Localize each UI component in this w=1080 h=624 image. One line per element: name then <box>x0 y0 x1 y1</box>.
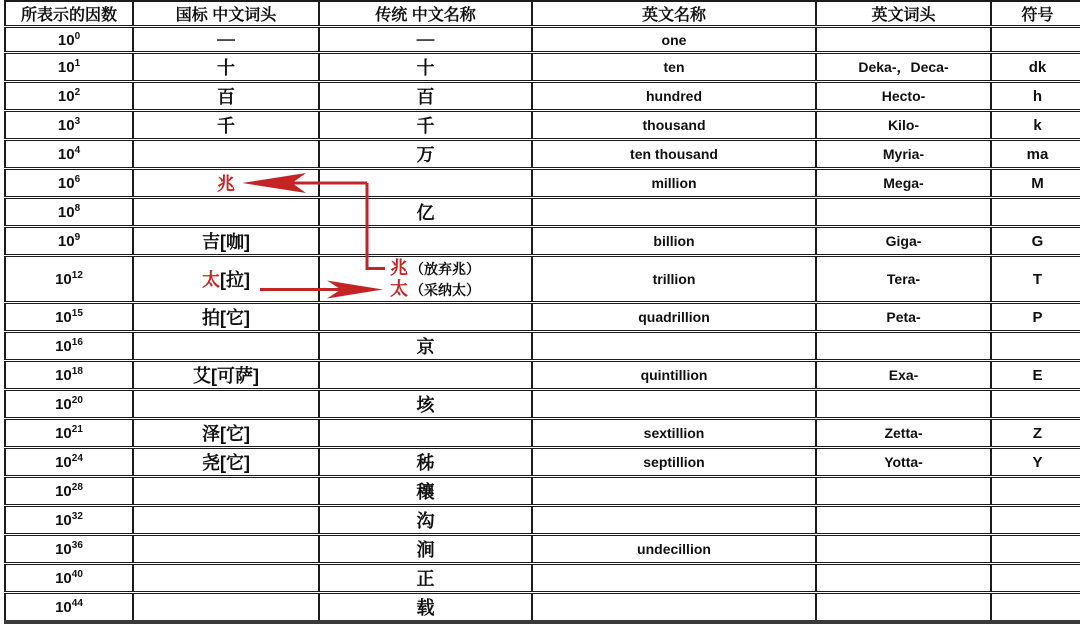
english-name-cell <box>532 564 816 593</box>
column-header-english-prefix: 英文词头 <box>816 1 991 27</box>
table-body <box>5 27 1080 623</box>
factor-base: 10 <box>57 204 75 221</box>
factor-exponent: 40 <box>71 569 83 580</box>
factor-cell <box>5 593 133 623</box>
gb-prefix-cell: 百 <box>133 82 319 111</box>
factor-cell <box>5 477 133 506</box>
traditional-cell: 垓 <box>319 390 532 419</box>
traditional-cell <box>319 256 532 303</box>
factor-exponent: 28 <box>71 482 83 493</box>
english-name-cell: trillion <box>532 256 816 303</box>
factor-exponent: 16 <box>71 337 83 348</box>
english-name-cell <box>532 593 816 623</box>
factor-cell <box>5 332 133 361</box>
table-row <box>5 535 1080 564</box>
gb-prefix-cell <box>133 332 319 361</box>
table-row <box>5 564 1080 593</box>
traditional-cell <box>319 169 532 198</box>
symbol-cell <box>991 332 1080 361</box>
factor-cell <box>5 303 133 332</box>
english-prefix-cell <box>816 564 991 593</box>
traditional-cell: 沟 <box>319 506 532 535</box>
english-prefix-cell <box>816 477 991 506</box>
gb-rest: [拉] <box>220 270 250 290</box>
english-prefix-cell <box>816 390 991 419</box>
table-row <box>5 227 1080 256</box>
symbol-cell: T <box>991 256 1080 303</box>
factor-cell <box>5 361 133 390</box>
english-prefix-cell: Peta- <box>816 303 991 332</box>
gb-prefix-cell: 泽[它] <box>133 419 319 448</box>
gb-prefix-cell: 千 <box>133 111 319 140</box>
factor-base: 10 <box>57 59 75 76</box>
symbol-cell <box>991 535 1080 564</box>
factor-exponent: 32 <box>71 511 83 522</box>
factor-base: 10 <box>55 367 72 384</box>
gb-prefix-cell <box>133 256 319 303</box>
gb-prefix-cell: 尧[它] <box>133 448 319 477</box>
english-prefix-cell <box>816 593 991 623</box>
factor-exponent: 18 <box>71 366 83 377</box>
factor-exponent: 20 <box>71 395 83 406</box>
table-row <box>5 419 1080 448</box>
gb-prefix-cell: — <box>133 27 319 53</box>
english-name-cell <box>532 477 816 506</box>
symbol-cell <box>991 593 1080 623</box>
factor-base: 10 <box>55 512 72 529</box>
english-name-cell: billion <box>532 227 816 256</box>
english-name-cell <box>532 390 816 419</box>
english-name-cell: ten <box>532 53 816 82</box>
traditional-cell: 穰 <box>319 477 532 506</box>
factor-exponent: 24 <box>71 453 83 464</box>
column-header-english-name: 英文名称 <box>532 1 816 27</box>
symbol-cell: P <box>991 303 1080 332</box>
english-name-cell: hundred <box>532 82 816 111</box>
header-row <box>5 1 1080 27</box>
factor-base: 10 <box>55 396 72 413</box>
traditional-cell: 涧 <box>319 535 532 564</box>
gb-prefix-cell <box>133 390 319 419</box>
traditional-cell: 正 <box>319 564 532 593</box>
factor-base: 10 <box>57 233 75 250</box>
factor-cell <box>5 227 133 256</box>
factor-base: 10 <box>55 541 72 558</box>
traditional-cell: 京 <box>319 332 532 361</box>
english-name-cell: undecillion <box>532 535 816 564</box>
factor-cell <box>5 198 133 227</box>
english-name-cell: quadrillion <box>532 303 816 332</box>
traditional-cell: 百 <box>319 82 532 111</box>
symbol-cell: Z <box>991 419 1080 448</box>
symbol-cell <box>991 27 1080 53</box>
column-header-factor: 所表示的因数 <box>5 1 133 27</box>
table-row <box>5 390 1080 419</box>
table-row <box>5 332 1080 361</box>
factor-base: 10 <box>55 338 72 355</box>
english-name-cell: sextillion <box>532 419 816 448</box>
factor-exponent: 1 <box>74 58 81 69</box>
table-row <box>5 477 1080 506</box>
gb-prefix-cell <box>133 477 319 506</box>
table-row <box>5 82 1080 111</box>
symbol-cell <box>991 198 1080 227</box>
gb-prefix-cell: 十 <box>133 53 319 82</box>
symbol-cell <box>991 390 1080 419</box>
factor-cell <box>5 111 133 140</box>
table-row <box>5 448 1080 477</box>
factor-base: 10 <box>55 570 72 587</box>
english-name-cell: quintillion <box>532 361 816 390</box>
table-row <box>5 140 1080 169</box>
factor-base: 10 <box>57 146 75 163</box>
english-name-cell: septillion <box>532 448 816 477</box>
factor-exponent: 36 <box>71 540 83 551</box>
symbol-cell: G <box>991 227 1080 256</box>
factor-cell <box>5 82 133 111</box>
column-header-gb-prefix: 国标 中文词头 <box>133 1 319 27</box>
traditional-cell: 千 <box>319 111 532 140</box>
english-name-cell <box>532 506 816 535</box>
english-prefix-cell: Kilo- <box>816 111 991 140</box>
factor-cell <box>5 506 133 535</box>
red-annotation-block <box>320 258 531 300</box>
symbol-cell: E <box>991 361 1080 390</box>
gb-prefix-cell <box>133 535 319 564</box>
traditional-cell: — <box>319 27 532 53</box>
factor-exponent: 44 <box>71 598 83 609</box>
english-name-cell: thousand <box>532 111 816 140</box>
gb-prefix-cell: 吉[咖] <box>133 227 319 256</box>
factor-exponent: 9 <box>74 232 81 243</box>
table-row <box>5 53 1080 82</box>
factor-exponent: 8 <box>74 203 81 214</box>
table-header <box>5 1 1080 27</box>
english-prefix-cell: Mega- <box>816 169 991 198</box>
table-row <box>5 256 1080 303</box>
traditional-cell <box>319 419 532 448</box>
factor-cell <box>5 53 133 82</box>
symbol-cell <box>991 564 1080 593</box>
english-prefix-cell: Yotta- <box>816 448 991 477</box>
symbol-cell: dk <box>991 53 1080 82</box>
traditional-cell <box>319 303 532 332</box>
english-prefix-cell: Giga- <box>816 227 991 256</box>
table-row <box>5 198 1080 227</box>
table-row <box>5 303 1080 332</box>
column-header-symbol: 符号 <box>991 1 1080 27</box>
gb-prefix-cell: 艾[可萨] <box>133 361 319 390</box>
gb-prefix-cell <box>133 198 319 227</box>
traditional-cell: 秭 <box>319 448 532 477</box>
english-prefix-cell: Myria- <box>816 140 991 169</box>
traditional-cell: 万 <box>319 140 532 169</box>
english-name-cell: one <box>532 27 816 53</box>
factor-cell <box>5 256 133 303</box>
english-name-cell <box>532 332 816 361</box>
traditional-cell <box>319 227 532 256</box>
english-prefix-cell <box>816 332 991 361</box>
factor-cell <box>5 535 133 564</box>
factor-cell <box>5 140 133 169</box>
annotation-char: 太 <box>390 279 408 299</box>
table-row <box>5 169 1080 198</box>
gb-prefix-cell <box>133 564 319 593</box>
factor-cell <box>5 448 133 477</box>
table-row <box>5 111 1080 140</box>
english-prefix-cell: Zetta- <box>816 419 991 448</box>
table-row <box>5 27 1080 53</box>
symbol-cell <box>991 477 1080 506</box>
factor-base: 10 <box>57 31 75 49</box>
factor-cell <box>5 564 133 593</box>
annotation-char: 兆 <box>390 258 408 278</box>
english-prefix-cell <box>816 506 991 535</box>
factor-base: 10 <box>57 175 75 192</box>
table-row <box>5 593 1080 623</box>
factor-base: 10 <box>57 117 75 134</box>
gb-prefix-cell <box>133 593 319 623</box>
english-prefix-cell <box>816 535 991 564</box>
factor-cell <box>5 169 133 198</box>
english-name-cell: ten thousand <box>532 140 816 169</box>
table-row <box>5 361 1080 390</box>
symbol-cell: ma <box>991 140 1080 169</box>
factor-base: 10 <box>57 88 75 105</box>
factor-exponent: 6 <box>74 174 81 185</box>
gb-prefix-cell: 拍[它] <box>133 303 319 332</box>
factor-cell <box>5 27 133 53</box>
english-prefix-cell: Deka-，Deca- <box>816 53 991 82</box>
traditional-cell: 载 <box>319 593 532 623</box>
gb-prefix-cell <box>133 506 319 535</box>
english-name-cell <box>532 198 816 227</box>
traditional-cell <box>319 361 532 390</box>
factor-cell <box>5 419 133 448</box>
factor-base: 10 <box>55 454 72 471</box>
prefix-table <box>4 0 1080 624</box>
traditional-cell: 亿 <box>319 198 532 227</box>
factor-base: 10 <box>55 483 72 500</box>
factor-base: 10 <box>55 425 72 442</box>
annotation-note: （采纳太） <box>410 282 480 298</box>
symbol-cell: k <box>991 111 1080 140</box>
gb-prefix-cell: 兆 <box>133 169 319 198</box>
factor-exponent: 0 <box>74 30 81 42</box>
annotation-note: （放弃兆） <box>410 261 480 277</box>
symbol-cell: M <box>991 169 1080 198</box>
factor-base: 10 <box>55 599 72 616</box>
factor-base: 10 <box>55 271 72 288</box>
english-prefix-cell <box>816 27 991 53</box>
gb-red-char: 太 <box>202 270 220 290</box>
factor-exponent: 3 <box>74 116 81 127</box>
column-header-traditional: 传统 中文名称 <box>319 1 532 27</box>
annotation-line-adopted-tai <box>390 279 531 300</box>
traditional-cell: 十 <box>319 53 532 82</box>
factor-exponent: 21 <box>71 424 83 435</box>
english-prefix-cell: Exa- <box>816 361 991 390</box>
factor-exponent: 15 <box>71 308 83 319</box>
english-prefix-cell: Hecto- <box>816 82 991 111</box>
factor-cell <box>5 390 133 419</box>
symbol-cell <box>991 506 1080 535</box>
symbol-cell: h <box>991 82 1080 111</box>
factor-exponent: 2 <box>74 87 81 98</box>
table-row <box>5 506 1080 535</box>
factor-base: 10 <box>55 309 72 326</box>
symbol-cell: Y <box>991 448 1080 477</box>
annotation-line-abandoned-zhao <box>390 258 531 279</box>
factor-exponent: 4 <box>74 145 81 156</box>
english-name-cell: million <box>532 169 816 198</box>
english-prefix-cell: Tera- <box>816 256 991 303</box>
english-prefix-cell <box>816 198 991 227</box>
factor-exponent: 12 <box>71 270 83 281</box>
gb-prefix-cell <box>133 140 319 169</box>
